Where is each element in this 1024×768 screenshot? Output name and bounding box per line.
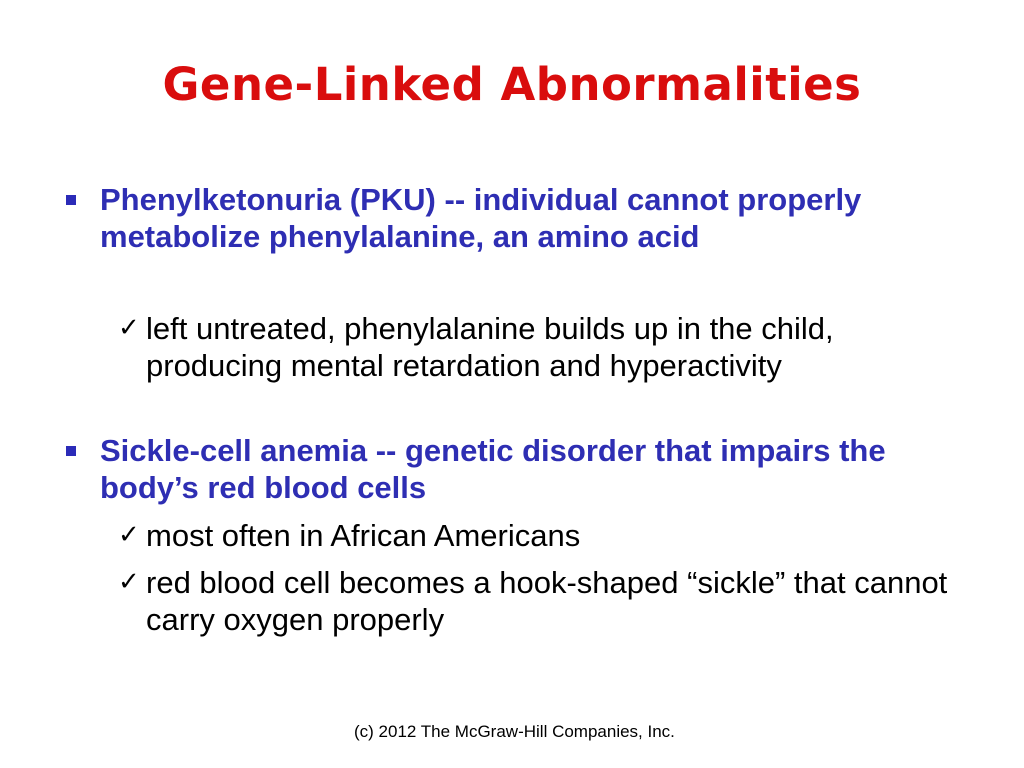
checkmark-icon: ✓ xyxy=(118,520,140,550)
sub-bullet-text: left untreated, phenylalanine builds up in the child, producing mental retardation and hyperactivity xyxy=(146,311,834,383)
bullet-text: Phenylketonuria (PKU) -- individual cannot properly metabolize phenylalanine, an amino acid xyxy=(100,182,862,254)
copyright-footer: (c) 2012 The McGraw-Hill Companies, Inc. xyxy=(354,722,675,741)
checkmark-icon: ✓ xyxy=(118,567,140,597)
square-bullet-icon xyxy=(66,195,76,205)
square-bullet-icon xyxy=(66,446,76,456)
sub-bullet-text: most often in African Americans xyxy=(146,518,581,553)
checkmark-icon: ✓ xyxy=(118,313,140,343)
bullet-text: Sickle-cell anemia -- genetic disorder that impairs the body’s red blood cells xyxy=(100,433,886,505)
slide-title: Gene-Linked Abnormalities xyxy=(162,58,862,111)
sub-bullet-text: red blood cell becomes a hook-shaped “sickle” that cannot carry oxygen properly xyxy=(146,565,948,637)
